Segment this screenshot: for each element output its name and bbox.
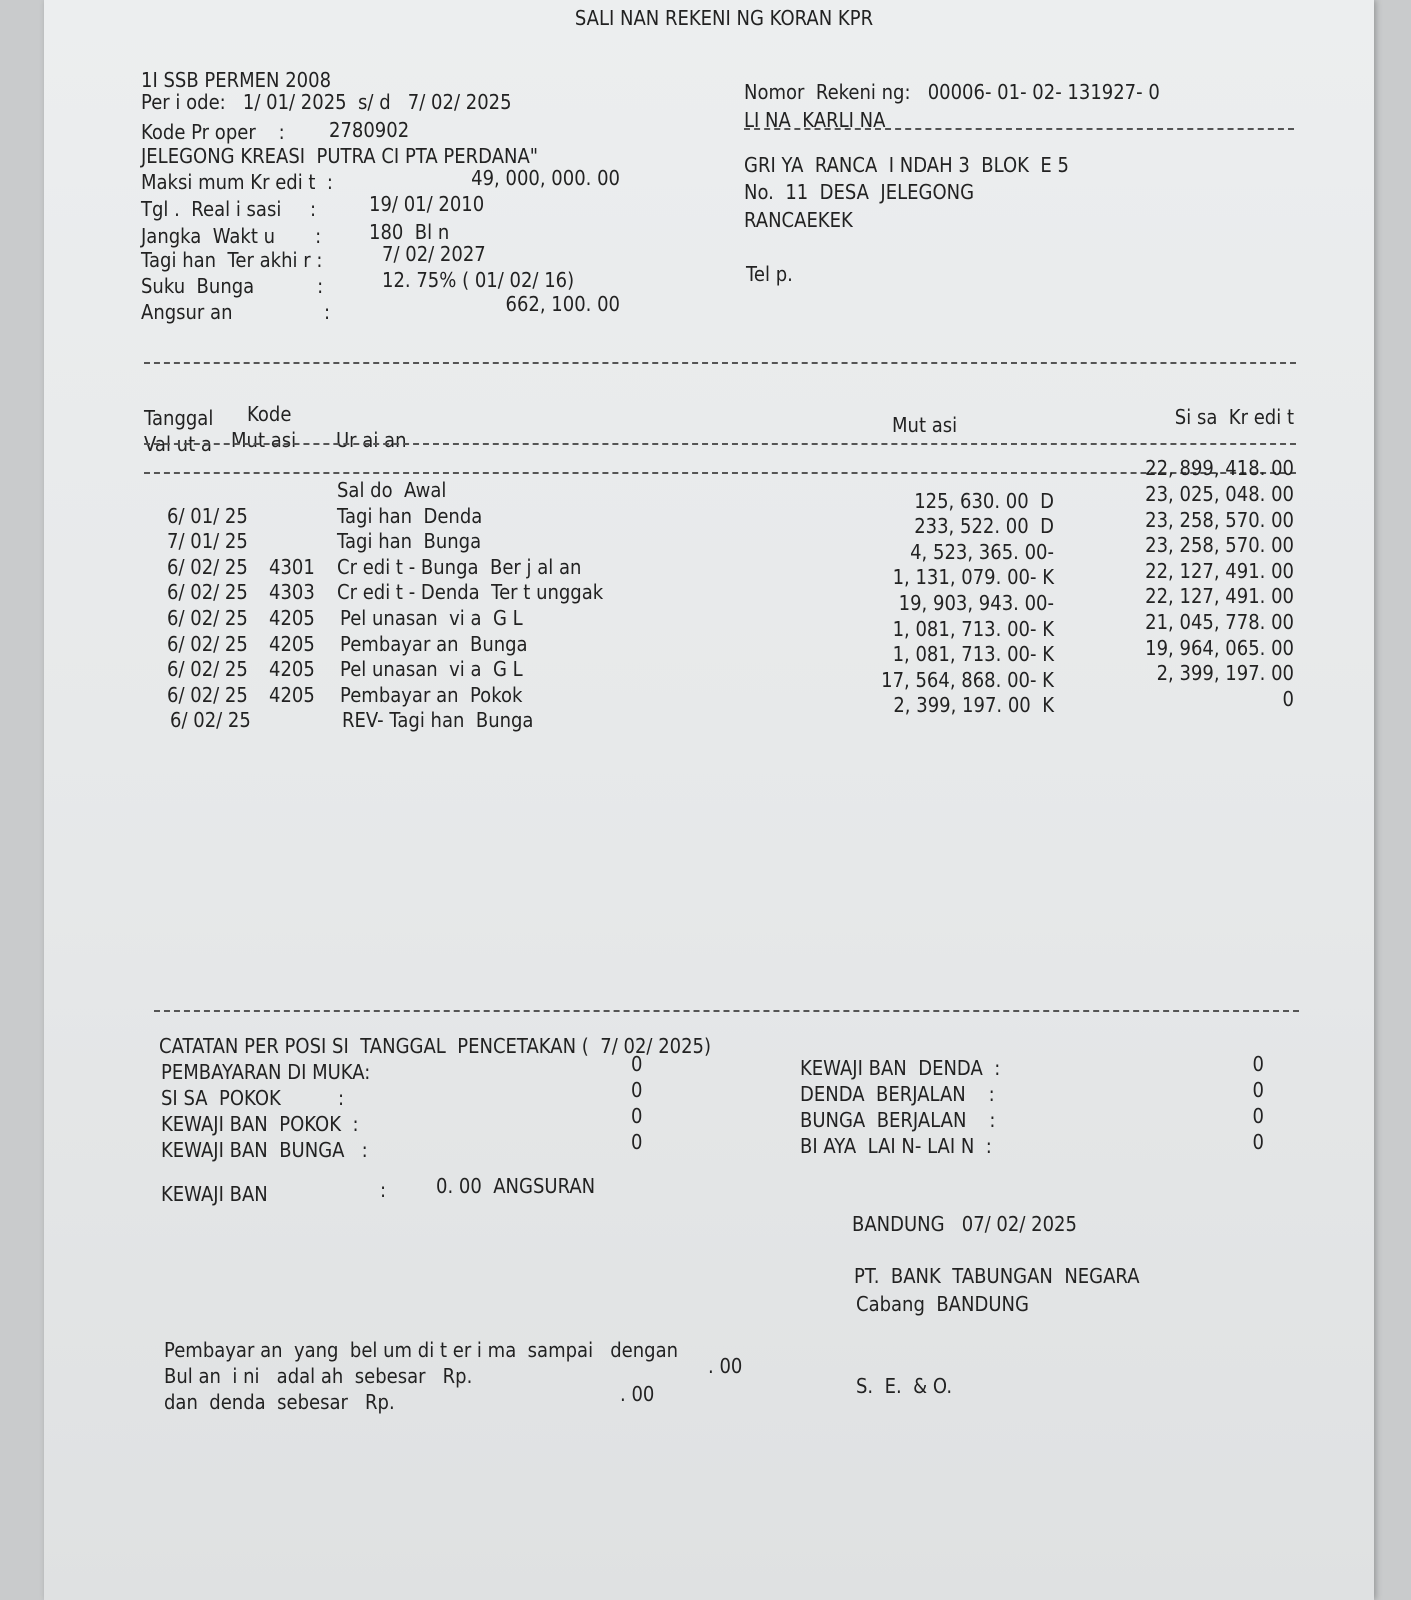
field-value: 662, 100. 00	[505, 292, 620, 316]
row-sisa: 23, 025, 048. 00	[1145, 482, 1294, 506]
col-mutasi-code: Mut asi	[231, 428, 297, 452]
col-mutasi: Mut asi	[892, 413, 958, 437]
field-value: 49, 000, 000. 00	[471, 166, 620, 190]
row-mutasi: 125, 630. 00 D	[914, 488, 1054, 513]
row-code: 4301	[269, 554, 315, 579]
program-code: 1I SSB PERMEN 2008	[141, 68, 332, 92]
field-value: 7/ 02/ 2027	[382, 242, 486, 266]
note-value: 0	[1252, 1130, 1264, 1154]
note-label: PEMBAYARAN DI MUKA:	[161, 1060, 371, 1084]
col-kode: Kode	[247, 402, 292, 426]
note-value: 0	[631, 1052, 643, 1076]
row-code: 4205	[269, 682, 315, 707]
field-label: Angsur an :	[141, 300, 331, 324]
field-value: 180 Bl n	[369, 220, 450, 244]
note-value: 0	[631, 1104, 643, 1128]
row-desc: Tagi han Denda	[337, 503, 483, 528]
row-date: 7/ 01/ 25	[167, 529, 248, 554]
row-mutasi: 233, 522. 00 D	[914, 514, 1054, 539]
row-code: 4205	[269, 657, 315, 682]
field-label: Jangka Wakt u :	[141, 224, 322, 248]
bank-name: PT. BANK TABUNGAN NEGARA	[854, 1264, 1140, 1288]
row-date: 6/ 02/ 25	[167, 554, 248, 579]
note-label: KEWAJI BAN BUNGA :	[161, 1138, 368, 1162]
kode-proper-label: Kode Pr oper :	[141, 120, 285, 144]
row-sisa: 22, 127, 491. 00	[1145, 558, 1294, 583]
row-sisa: 23, 258, 570. 00	[1145, 533, 1294, 558]
kewajiban-label: KEWAJI BAN	[161, 1182, 268, 1206]
divider	[144, 362, 1296, 364]
row-desc: REV- Tagi han Bunga	[342, 708, 534, 733]
row-date: 6/ 02/ 25	[167, 631, 248, 656]
field-value: 12. 75% ( 01/ 02/ 16)	[382, 268, 575, 292]
row-date: 6/ 02/ 25	[170, 708, 251, 733]
kode-proper-value: 2780902	[329, 118, 410, 142]
note-label: KEWAJI BAN DENDA :	[800, 1056, 1001, 1080]
row-desc: Cr edi t - Denda Ter t unggak	[337, 580, 604, 605]
account-number: Nomor Rekeni ng: 00006- 01- 02- 131927- 0	[744, 80, 1160, 104]
field-value: 19/ 01/ 2010	[369, 192, 485, 216]
payment-note-value: . 00	[708, 1354, 743, 1378]
row-code: 4205	[269, 631, 315, 656]
field-label: Suku Bunga :	[141, 274, 324, 298]
notes-title: CATATAN PER POSI SI TANGGAL PENCETAKAN ( 7/ 02/ 2025)	[159, 1034, 712, 1058]
col-tanggal: Tanggal	[144, 406, 214, 430]
kewajiban-colon: :	[380, 1178, 387, 1202]
opening-balance: 22, 899, 418. 00	[1145, 456, 1294, 480]
document-title: SALI NAN REKENI NG KORAN KPR	[574, 6, 874, 30]
field-label: Maksi mum Kr edi t :	[141, 170, 334, 194]
developer-name: JELEGONG KREASI PUTRA CI PTA PERDANA"	[141, 144, 539, 168]
row-date: 6/ 02/ 25	[167, 682, 248, 707]
row-sisa: 2, 399, 197. 00	[1156, 661, 1294, 686]
row-sisa: 0	[1282, 686, 1294, 711]
row-desc: Cr edi t - Bunga Ber j al an	[337, 554, 582, 579]
row-sisa: 21, 045, 778. 00	[1145, 609, 1294, 634]
row-mutasi: 2, 399, 197. 00 K	[893, 693, 1054, 718]
note-value: 0	[1252, 1078, 1264, 1102]
field-label: Tgl . Real i sasi :	[141, 197, 317, 221]
row-desc: Pel unasan vi a G L	[340, 657, 523, 682]
row-desc: Pembayar an Pokok	[340, 682, 523, 707]
row-date: 6/ 01/ 25	[167, 503, 248, 528]
period: Per i ode: 1/ 01/ 2025 s/ d 7/ 02/ 2025	[141, 90, 512, 114]
row-sisa: 19, 964, 065. 00	[1145, 635, 1294, 660]
row-date: 6/ 02/ 25	[167, 657, 248, 682]
note-value: 0	[631, 1130, 643, 1154]
note-label: BUNGA BERJALAN :	[800, 1108, 996, 1132]
col-valuta: Val ut a	[144, 432, 212, 456]
note-value: 0	[1252, 1052, 1264, 1076]
row-desc: Tagi han Bunga	[337, 529, 482, 554]
row-code: 4303	[269, 580, 315, 605]
place-date: BANDUNG 07/ 02/ 2025	[852, 1212, 1077, 1236]
row-date: 6/ 02/ 25	[167, 605, 248, 630]
col-sisa-kredit: Si sa Kr edi t	[1174, 405, 1294, 429]
divider	[144, 443, 1296, 445]
row-desc: Pembayar an Bunga	[340, 631, 528, 656]
field-label: Tagi han Ter akhi r :	[141, 248, 323, 272]
row-date: 6/ 02/ 25	[167, 580, 248, 605]
note-label: DENDA BERJALAN :	[800, 1082, 995, 1106]
note-label: BI AYA LAI N- LAI N :	[800, 1134, 992, 1158]
row-mutasi: 17, 564, 868. 00- K	[881, 667, 1054, 692]
row-code: 4205	[269, 605, 315, 630]
row-sisa: 23, 258, 570. 00	[1145, 507, 1294, 532]
statement-paper	[44, 0, 1374, 1600]
payment-note: Bul an i ni adal ah sebesar Rp.	[164, 1364, 473, 1388]
row-mutasi: 1, 081, 713. 00- K	[892, 642, 1054, 667]
row-mutasi: 4, 523, 365. 00-	[910, 539, 1054, 564]
address-line: GRI YA RANCA I NDAH 3 BLOK E 5	[744, 153, 1069, 177]
row-mutasi: 19, 903, 943. 00-	[898, 590, 1054, 615]
row-desc: Sal do Awal	[337, 478, 447, 502]
divider	[744, 128, 1294, 130]
row-desc: Pel unasan vi a G L	[340, 605, 523, 630]
kewajiban-value: 0. 00 ANGSURAN	[436, 1174, 596, 1198]
penalty-note: dan denda sebesar Rp.	[164, 1390, 395, 1414]
table-row	[44, 478, 1344, 504]
note-value: 0	[1252, 1104, 1264, 1128]
address-line: No. 11 DESA JELEGONG	[744, 180, 975, 204]
row-mutasi: 1, 081, 713. 00- K	[892, 616, 1054, 641]
divider	[154, 1010, 1299, 1012]
sequence-mark: S. E. & O.	[856, 1374, 953, 1398]
phone-label: Tel p.	[746, 262, 793, 286]
row-mutasi: 1, 131, 079. 00- K	[892, 565, 1054, 590]
col-uraian: Ur ai an	[336, 428, 407, 452]
note-label: SI SA POKOK :	[161, 1086, 345, 1110]
note-value: 0	[631, 1078, 643, 1102]
address-line: RANCAEKEK	[744, 208, 853, 232]
payment-note: Pembayar an yang bel um di t er i ma sampai dengan	[164, 1338, 679, 1362]
customer-name: LI NA KARLI NA	[744, 108, 886, 132]
transaction-rows	[44, 478, 1344, 734]
note-label: KEWAJI BAN POKOK :	[161, 1112, 359, 1136]
penalty-note-value: . 00	[620, 1382, 655, 1406]
row-sisa: 22, 127, 491. 00	[1145, 584, 1294, 609]
branch-name: Cabang BANDUNG	[856, 1292, 1029, 1316]
